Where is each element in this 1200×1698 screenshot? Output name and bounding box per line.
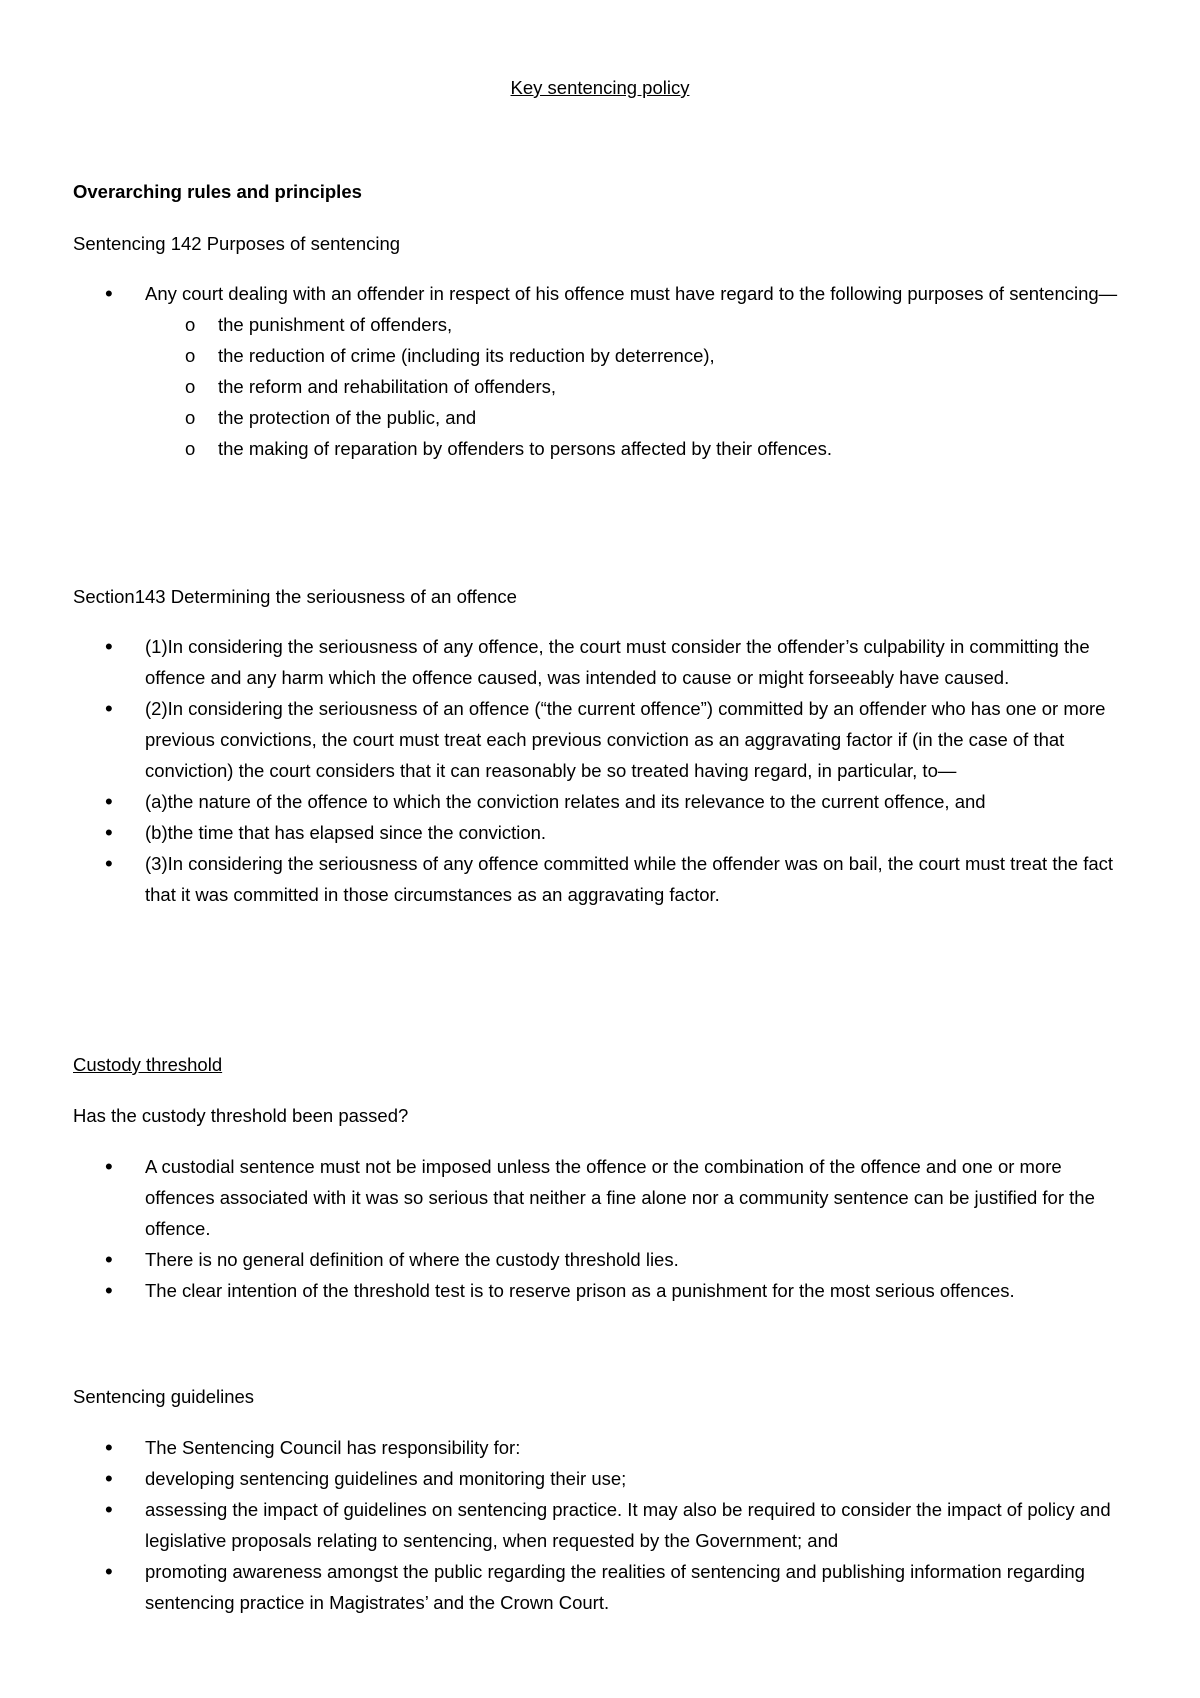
section143-bullet-list — [73, 631, 1133, 910]
custody-list-block — [73, 1151, 1133, 1306]
custody-heading: Custody threshold — [73, 1054, 223, 1075]
sublist-item: o the reduction of crime (including its reduction by deterrence), — [73, 340, 1133, 371]
overarching-heading: Overarching rules and principles — [73, 181, 362, 202]
purposes-sublist — [145, 309, 1133, 464]
guidelines-bullet-list — [73, 1432, 1133, 1618]
list-item: • assessing the impact of guidelines on sentencing practice. It may also be required to consider the impact of policy and legislative proposals relating to sentencing, when requested by the Government; and — [73, 1494, 1133, 1556]
sublist-item: o the punishment of offenders, — [73, 309, 1133, 340]
list-item: • (b)the time that has elapsed since the conviction. — [73, 817, 1133, 848]
guidelines-list-block — [73, 1432, 1133, 1618]
purposes-bullet-list — [73, 278, 1133, 464]
document-title: Key sentencing policy — [510, 77, 690, 98]
purposes-section — [73, 228, 1133, 259]
list-item — [73, 278, 1133, 464]
section143-heading: Section143 Determining the seriousness of an offence — [73, 586, 517, 607]
list-item: • promoting awareness amongst the public regarding the realities of sentencing and publishing information regarding sentencing practice in Magistrates’ and the Crown Court. — [73, 1556, 1133, 1618]
custody-bullet-list — [73, 1151, 1133, 1306]
custody-heading-block — [73, 1049, 1133, 1080]
purposes-intro: Any court dealing with an offender in respect of his offence must have regard to the following purposes of sentencing— — [145, 283, 1118, 304]
list-item: • (2)In considering the seriousness of an offence (“the current offence”) committed by an offender who has one or more previous convictions, the court must treat each previous conviction as an aggravating factor if (in the case of that conviction) the court considers that it can reasonably be so treated having regard, in particular, to— — [73, 693, 1133, 786]
section143-heading-block — [73, 581, 1133, 612]
guidelines-heading: Sentencing guidelines — [73, 1386, 255, 1407]
list-item: • developing sentencing guidelines and monitoring their use; — [73, 1463, 1133, 1494]
sublist-item: o the making of reparation by offenders to persons affected by their offences. — [73, 433, 1133, 464]
custody-question-block — [73, 1100, 1133, 1131]
purposes-subheading: Sentencing 142 Purposes of sentencing — [73, 233, 401, 254]
list-item: • (a)the nature of the offence to which the conviction relates and its relevance to the current offence, and — [73, 786, 1133, 817]
overarching-heading-block — [73, 176, 1133, 207]
custody-question: Has the custody threshold been passed? — [73, 1105, 409, 1126]
list-item: • The Sentencing Council has responsibility for: — [73, 1432, 1133, 1463]
sublist-item: o the reform and rehabilitation of offenders, — [73, 371, 1133, 402]
sublist-item: o the protection of the public, and — [73, 402, 1133, 433]
list-item: • The clear intention of the threshold test is to reserve prison as a punishment for the most serious offences. — [73, 1275, 1133, 1306]
list-item: • There is no general definition of where the custody threshold lies. — [73, 1244, 1133, 1275]
section143-list-block — [73, 631, 1133, 910]
purposes-list-block — [73, 278, 1133, 464]
guidelines-heading-block — [73, 1381, 1133, 1412]
list-item: • A custodial sentence must not be imposed unless the offence or the combination of the offence and one or more offences associated with it was so serious that neither a fine alone nor a community sentence can be justified for the offence. — [73, 1151, 1133, 1244]
list-item: • (1)In considering the seriousness of any offence, the court must consider the offender’s culpability in committing the offence and any harm which the offence caused, was intended to cause or might forseeably have caused. — [73, 631, 1133, 693]
list-item: • (3)In considering the seriousness of any offence committed while the offender was on bail, the court must treat the fact that it was committed in those circumstances as an aggravating factor. — [73, 848, 1133, 910]
